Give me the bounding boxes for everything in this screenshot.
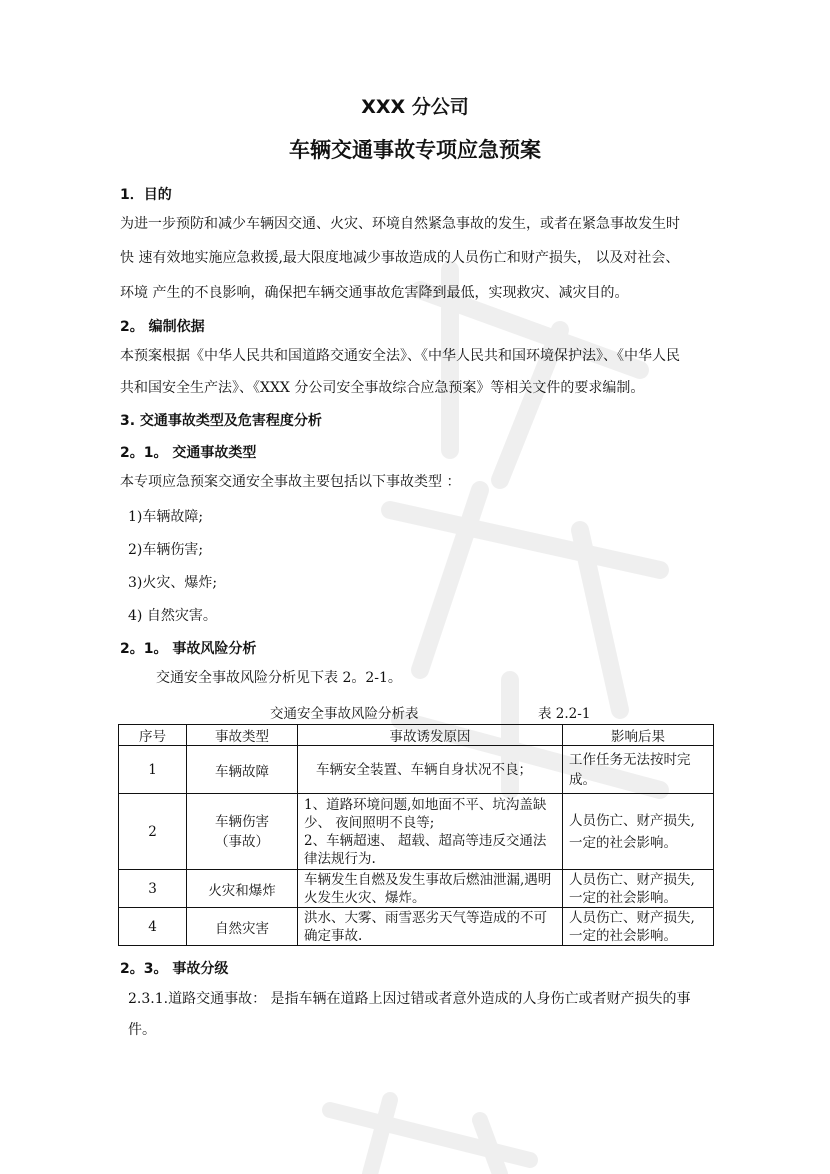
header-cell: 影响后果: [563, 725, 714, 746]
paragraph-line: 本专项应急预案交通安全事故主要包括以下事故类型 ：: [120, 474, 461, 490]
subsection-heading-grading: 2。3。 事故分级: [120, 961, 229, 977]
paragraph-line: 环境 产生的不良影响，确保把车辆交通事故危害降到最低，实现救灾、减灾目的。: [120, 285, 629, 301]
cell-no: 1: [119, 746, 187, 794]
cell-type: 火灾和爆炸: [187, 870, 298, 908]
cell-no: 2: [119, 794, 187, 870]
cell-effect: 人员伤亡、财产损失, 一定的社会影响。: [563, 794, 714, 870]
list-item: 3)火灾、爆炸;: [128, 575, 218, 591]
header-cell: 序号: [119, 725, 187, 746]
header-cell: 事故类型: [187, 725, 298, 746]
paragraph-line: 共和国安全生产法》、《XXX 分公司安全事故综合应急预案》等相关文件的要求编制。: [120, 380, 645, 396]
cell-type: [187, 794, 298, 870]
cell-cause: 车辆安全装置、车辆自身状况不良；: [298, 746, 563, 794]
subsection-heading-types: 2。1。 交通事故类型: [120, 445, 257, 461]
cell-effect: 人员伤亡、财产损失, 一定的社会影响。: [563, 908, 714, 946]
paragraph-line: 2.3.1.道路交通事故： 是指车辆在道路上因过错或者意外造成的人身伤亡或者财产损失的事: [128, 991, 691, 1007]
cell-type: 车辆故障: [187, 746, 298, 794]
watermark-graphic-bottom: [300, 1090, 560, 1174]
cell-cause: 洪水、大雾、雨雪恶劣天气等造成的不可确定事故.: [298, 908, 563, 946]
document-title: XXX 分公司: [361, 96, 469, 118]
list-item: 1)车辆故障;: [128, 509, 204, 525]
cell-effect: 工作任务无法按时完成。: [563, 746, 714, 794]
cell-effect: 人员伤亡、财产损失, 一定的社会影响。: [563, 870, 714, 908]
table-header-row: [119, 725, 714, 746]
paragraph-line: 件。: [128, 1022, 156, 1038]
section-heading-basis: 2。 编制依据: [120, 319, 205, 335]
table-row: [119, 908, 714, 946]
cell-type-line: （事故）: [215, 833, 269, 850]
table-number: 表 2.2-1: [538, 706, 591, 722]
paragraph-line: 交通安全事故风险分析见下表 2。2-1。: [156, 670, 402, 686]
list-item: 2)车辆伤害;: [128, 542, 204, 558]
subsection-heading-risk: 2。1。 事故风险分析: [120, 641, 257, 657]
paragraph-line: 快 速有效地实施应急救援,最大限度地减少事故造成的人员伤亡和财产损失， 以及对社会、: [120, 250, 680, 266]
section-heading-analysis: 3. 交通事故类型及危害程度分析: [120, 413, 322, 429]
table-row: [119, 794, 714, 870]
table-row: [119, 746, 714, 794]
cell-no: 3: [119, 870, 187, 908]
section-heading-purpose: 1．目的: [120, 187, 172, 203]
header-cell: 事故诱发原因: [298, 725, 563, 746]
table-caption: 交通安全事故风险分析表: [270, 706, 419, 722]
list-item: 4) 自然灾害。: [128, 608, 217, 624]
paragraph-line: 为进一步预防和减少车辆因交通、火灾、环境自然紧急事故的发生，或者在紧急事故发生时: [120, 216, 680, 232]
cell-cause: 1、道路环境问题,如地面不平、坑沟盖缺少、 夜间照明不良等; 2、车辆超速、 超载、超高等违反交通法律法规行为.: [298, 794, 563, 870]
table-row: [119, 870, 714, 908]
risk-analysis-table: [118, 724, 714, 946]
paragraph-line: 本预案根据《中华人民共和国道路交通安全法》、《中华人民共和国环境保护法》、《中华人民: [120, 348, 680, 364]
cell-cause: 车辆发生自燃及发生事故后燃油泄漏,遇明火发生火灾、爆炸。: [298, 870, 563, 908]
cell-no: 4: [119, 908, 187, 946]
document-subtitle: 车辆交通事故专项应急预案: [289, 138, 541, 162]
cell-type: 自然灾害: [187, 908, 298, 946]
cell-type-line: 车辆伤害: [215, 813, 269, 830]
